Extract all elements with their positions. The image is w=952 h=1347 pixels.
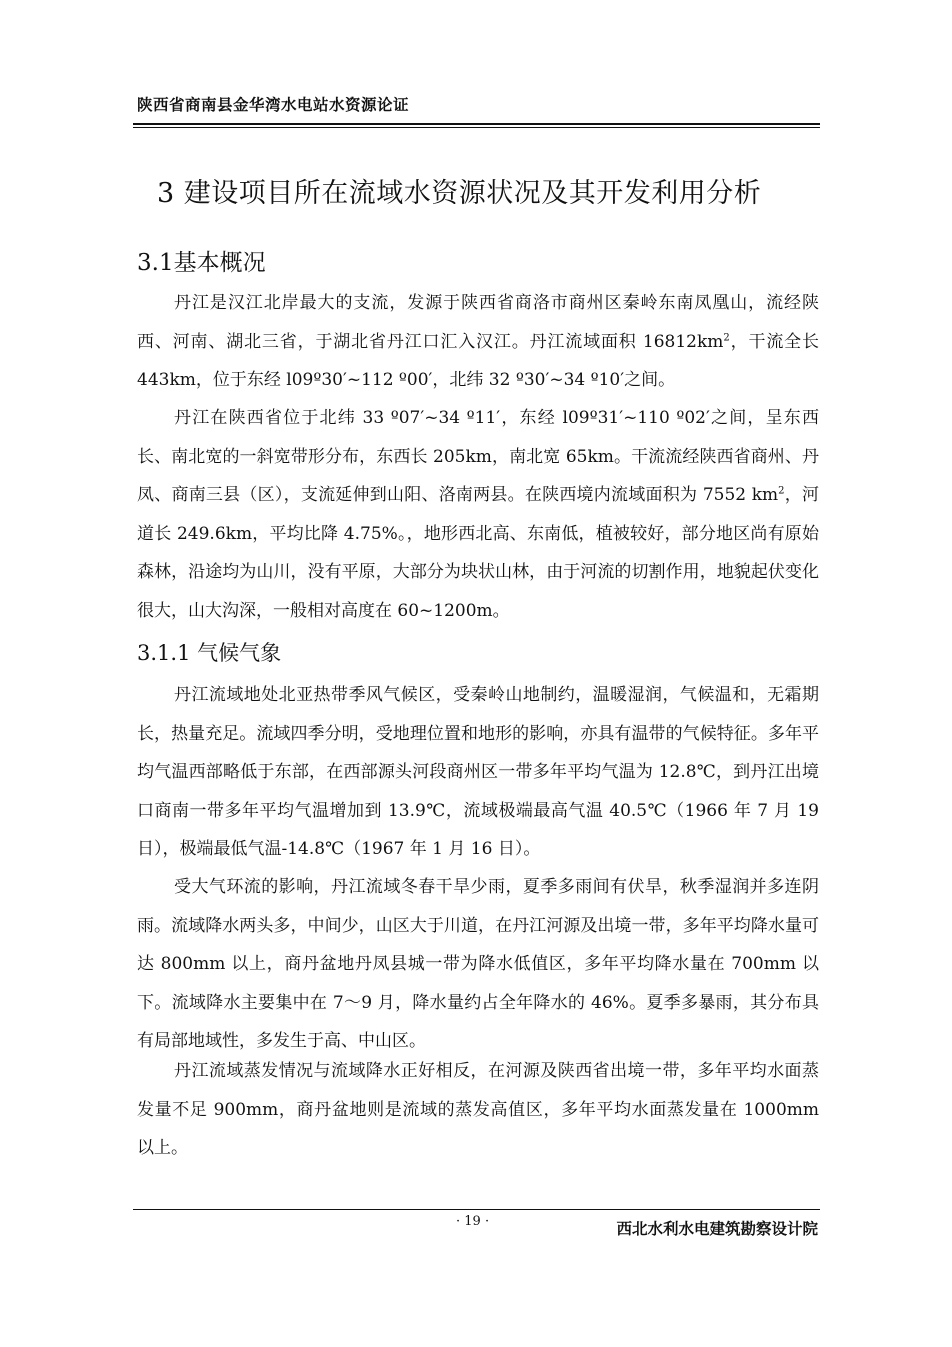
subsection-title: 3.1.1 气候气象 [137, 641, 282, 665]
superscript: 2 [723, 331, 730, 343]
running-header: 陕西省商南县金华湾水电站水资源论证 [137, 96, 410, 114]
paragraph-overview-2: 丹江在陕西省位于北纬 33 º07′~34 º11′，东经 l09º31′~110 º02′之间，呈东西长、南北宽的一斜宽带形分布，东西长 205km，南北宽 65km。干流流经陕西省商州、丹凤、商南三县（区），支流延伸到山阳、洛南两县。在陕西境内流域面积为 7552 $km^2$，河道长 249.6km，平均比降 4.75%。，地形西北高、东南低，植被较好，部分地区尚有原始森林，沿途均为山川，没有平原，大部分为块状山林，由于河流的切割作用，地貌起伏变化很大，山大沟深，一般相对高度在 60~1200m。 [137, 408, 819, 621]
footer-organization: 西北水利水电建筑勘察设计院 [616, 1220, 818, 1238]
footer-divider [133, 1209, 820, 1210]
paragraph-overview-1: 丹江是汉江北岸最大的支流，发源于陕西省商洛市商州区秦岭东南凤凰山，流经陕西、河南、湖北三省，于湖北省丹江口汇入汉江。丹江流域面积 $16812km^2$，干流全长 443km，位于东经 l09º30′~112 º00′，北纬 32 º30′~34 º10′之间。 [137, 293, 820, 391]
section-title: 3.1基本概况 [137, 250, 266, 276]
paragraph-climate-temperature: 丹江流域地处北亚热带季风气候区，受秦岭山地制约，温暖湿润，气候温和，无霜期长，热量充足。流域四季分明，受地理位置和地形的影响，亦具有温带的气候特征。多年平均气温西部略低于东部，在西部源头河段商州区一带多年平均气温为 12.8℃，到丹江出境口商南一带多年平均气温增加到 13.9℃，流域极端最高气温 40.5℃（1966 年 7 月 19 日），极端最低气温-14.8℃（1967 年 1 月 16 日）。 [137, 685, 819, 860]
chapter-title: 3 建设项目所在流域水资源状况及其开发利用分析 [157, 178, 762, 209]
header-divider [133, 123, 820, 125]
page-number: · 19 · [456, 1214, 490, 1229]
header-divider-thin [133, 127, 820, 128]
paragraph-climate-precipitation: 受大气环流的影响，丹江流域冬春干旱少雨，夏季多雨间有伏旱，秋季湿润并多连阴雨。流域降水两头多，中间少，山区大于川道，在丹江河源及出境一带，多年平均降水量可达 800mm 以上，商丹盆地丹凤县城一带为降水低值区，多年平均降水量在 700mm 以下。流域降水主要集中在 7～9 月，降水量约占全年降水的 46%。夏季多暴雨，其分布具有局部地域性，多发生于高、中山区。 [137, 877, 819, 1052]
superscript: 2 [778, 485, 785, 497]
paragraph-climate-evaporation: 丹江流域蒸发情况与流域降水正好相反，在河源及陕西省出境一带，多年平均水面蒸发量不足 900mm，商丹盆地则是流域的蒸发高值区，多年平均水面蒸发量在 1000mm 以上。 [137, 1061, 819, 1159]
